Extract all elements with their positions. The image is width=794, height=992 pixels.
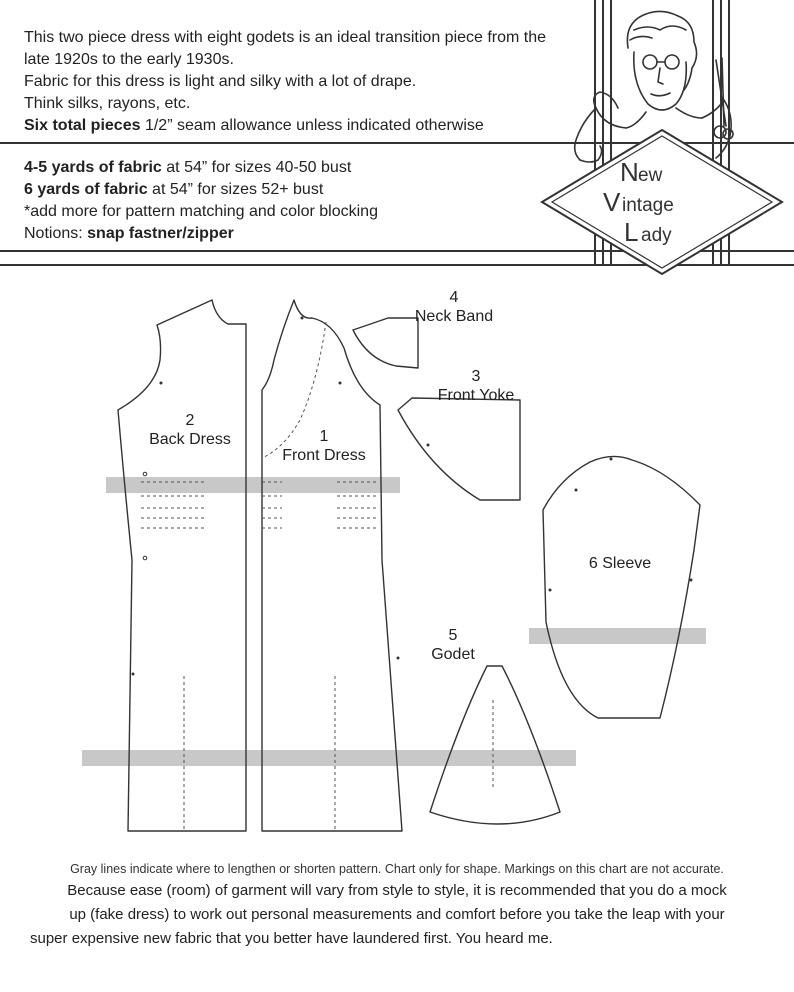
intro-line-4: Think silks, rayons, etc. — [24, 95, 191, 112]
piece-label-neck-band — [404, 288, 504, 326]
scissors-icon — [714, 58, 733, 139]
gray-band-hem — [82, 750, 576, 766]
logo-l-rest: ady — [641, 225, 672, 246]
piece-number-6: 6 — [588, 555, 598, 572]
footer-paragraph-line-1: Because ease (room) of garment will vary from style to style, it is recommended that you do a mock — [67, 882, 727, 899]
piece-label-sleeve — [570, 554, 670, 573]
footer-paragraph-line-3: super expensive new fabric that you better have laundered first. You heard me. — [30, 930, 553, 947]
footer-note: Gray lines indicate where to lengthen or shorten pattern. Chart only for shape. Markings on this chart are not accurate. — [70, 862, 724, 876]
piece-name-front-dress: Front Dress — [282, 447, 366, 465]
fabric-amount-large: 6 yards of fabric — [24, 181, 148, 198]
notch-marks — [132, 317, 693, 676]
piece-number-4: 4 — [449, 289, 459, 306]
fabric-amount-small: 4-5 yards of fabric — [24, 159, 162, 176]
piece-label-godet — [403, 626, 503, 664]
piece-name-godet: Godet — [431, 646, 475, 664]
pieces-count: Six total pieces — [24, 117, 141, 134]
front-yoke-outline — [398, 398, 520, 500]
arm-left — [575, 108, 596, 160]
logo-v-initial: V — [603, 187, 621, 217]
fabric-sizes-large: at 54” for sizes 52+ bust — [147, 181, 324, 198]
piece-number-2: 2 — [185, 412, 195, 429]
seam-allowance-note: 1/2” seam allowance unless indicated otherwise — [140, 117, 484, 134]
piece-name-sleeve: Sleeve — [602, 555, 652, 572]
fabric-line-3: *add more for pattern matching and color blocking — [24, 203, 378, 220]
gray-band-bodice — [106, 477, 400, 493]
intro-line-2: late 1920s to the early 1930s. — [24, 51, 234, 68]
piece-name-front-yoke: Front Yoke — [437, 387, 515, 405]
logo-v-rest: intage — [622, 195, 674, 216]
piece-number-3: 3 — [471, 368, 481, 385]
notions-value: snap fastner/zipper — [87, 225, 234, 242]
godet-outline — [430, 666, 560, 824]
piece-name-neck-band: Neck Band — [414, 308, 494, 326]
intro-line-3: Fabric for this dress is light and silky with a lot of drape. — [24, 73, 417, 90]
piece-label-front-yoke — [426, 367, 526, 405]
footer-paragraph-line-2: up (fake dress) to work out personal measurements and comfort before you take the leap with your — [69, 906, 725, 923]
intro-line-1: This two piece dress with eight godets is an ideal transition piece from the — [24, 29, 547, 46]
sleeve-outline — [543, 456, 700, 718]
logo-n-rest: ew — [638, 165, 663, 186]
fabric-sizes-small: at 54” for sizes 40-50 bust — [161, 159, 352, 176]
logo-l-initial: L — [624, 217, 639, 247]
notions-label: Notions: — [24, 225, 88, 242]
piece-label-back-dress — [140, 411, 240, 449]
hand-left — [580, 146, 602, 162]
collar-outline — [626, 108, 702, 128]
piece-number-1: 1 — [319, 428, 329, 445]
piece-name-back-dress: Back Dress — [149, 431, 231, 449]
piece-number-5: 5 — [448, 627, 458, 644]
logo-n-initial: N — [620, 157, 639, 187]
piece-label-front-dress — [274, 427, 374, 465]
glasses-icon — [643, 55, 679, 69]
